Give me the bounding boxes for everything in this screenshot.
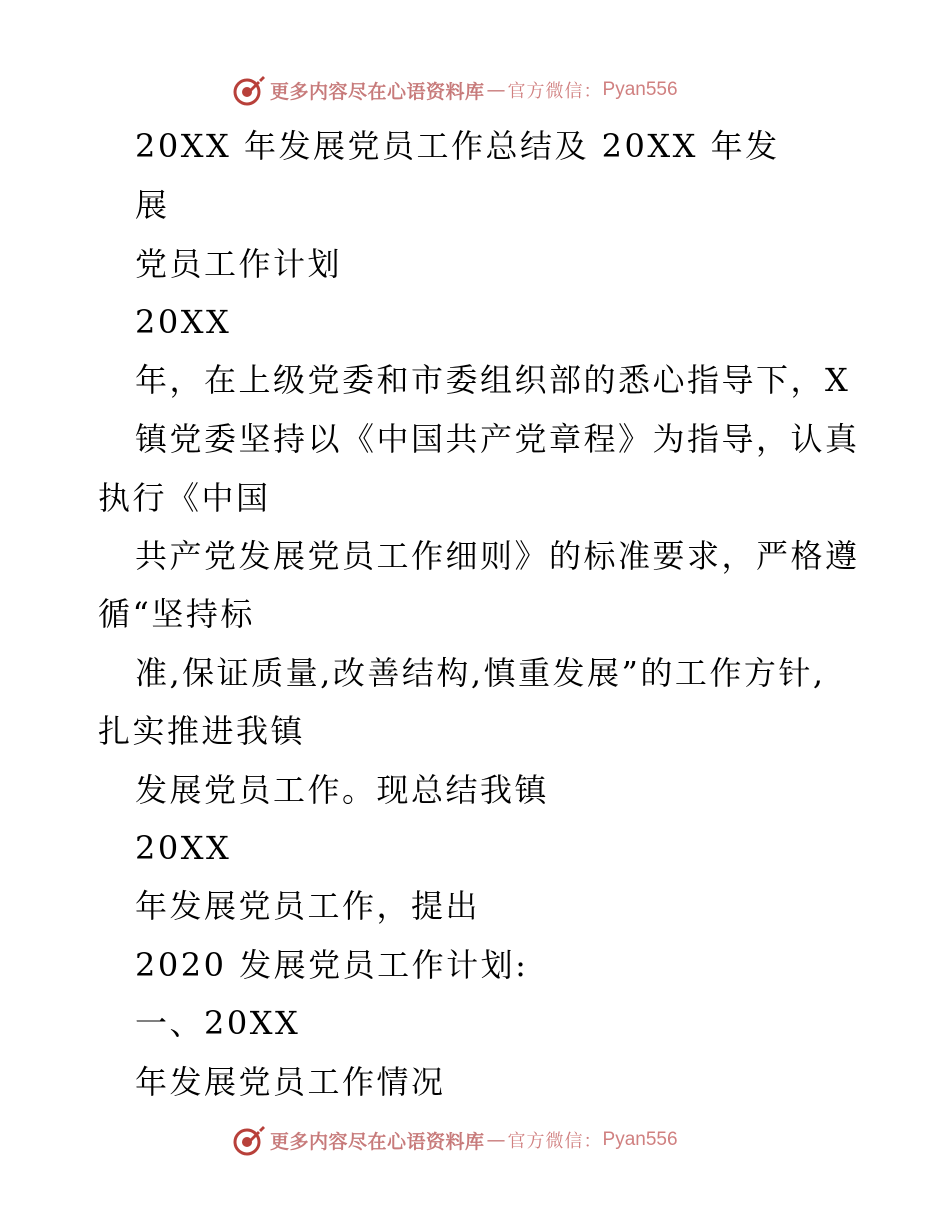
footer-wechat-id: Pyan556 <box>602 1129 678 1150</box>
footer-watermark-banner <box>232 1120 678 1160</box>
doc-line: 20XX <box>135 829 232 867</box>
doc-line: 20XX <box>135 303 232 341</box>
doc-line: 发展党员工作。现总结我镇 <box>135 771 550 809</box>
doc-line: 共产党发展党员工作细则》的标准要求，严格遵 <box>135 537 860 575</box>
header-banner-dash: — <box>486 79 506 101</box>
header-wechat-id: Pyan556 <box>602 79 678 100</box>
footer-wechat-label: 官方微信： <box>507 1131 603 1152</box>
doc-line: 2020 发展党员工作计划: <box>135 946 529 984</box>
doc-line: 镇党委坚持以《中国共产党章程》为指导，认真 <box>135 420 860 458</box>
doc-title-line-3: 党员工作计划 <box>135 245 343 283</box>
doc-title-line-1: 20XX 年发展党员工作总结及 20XX 年发 <box>135 127 780 165</box>
doc-title-line-2: 展 <box>135 186 170 224</box>
doc-line: 准,保证质量,改善结构,慎重发展”的工作方针, <box>135 654 826 692</box>
footer-banner-text: 更多内容尽在心语资料库 <box>270 1130 485 1153</box>
doc-section-heading: 年发展党员工作情况 <box>135 1063 446 1101</box>
doc-line: 年发展党员工作，提出 <box>135 887 481 925</box>
doc-line: 执行《中国 <box>98 479 271 517</box>
doc-section-heading: 一、20XX <box>135 1004 301 1042</box>
doc-line: 扎实推进我镇 <box>98 712 306 750</box>
header-wechat-label: 官方微信： <box>507 81 603 102</box>
header-banner-text: 更多内容尽在心语资料库 <box>270 80 485 103</box>
pen-logo-icon <box>232 1123 266 1157</box>
footer-banner-dash: — <box>486 1129 506 1151</box>
doc-line: 循“坚持标 <box>98 595 255 633</box>
doc-line: 年，在上级党委和市委组织部的悉心指导下，X <box>135 361 851 399</box>
